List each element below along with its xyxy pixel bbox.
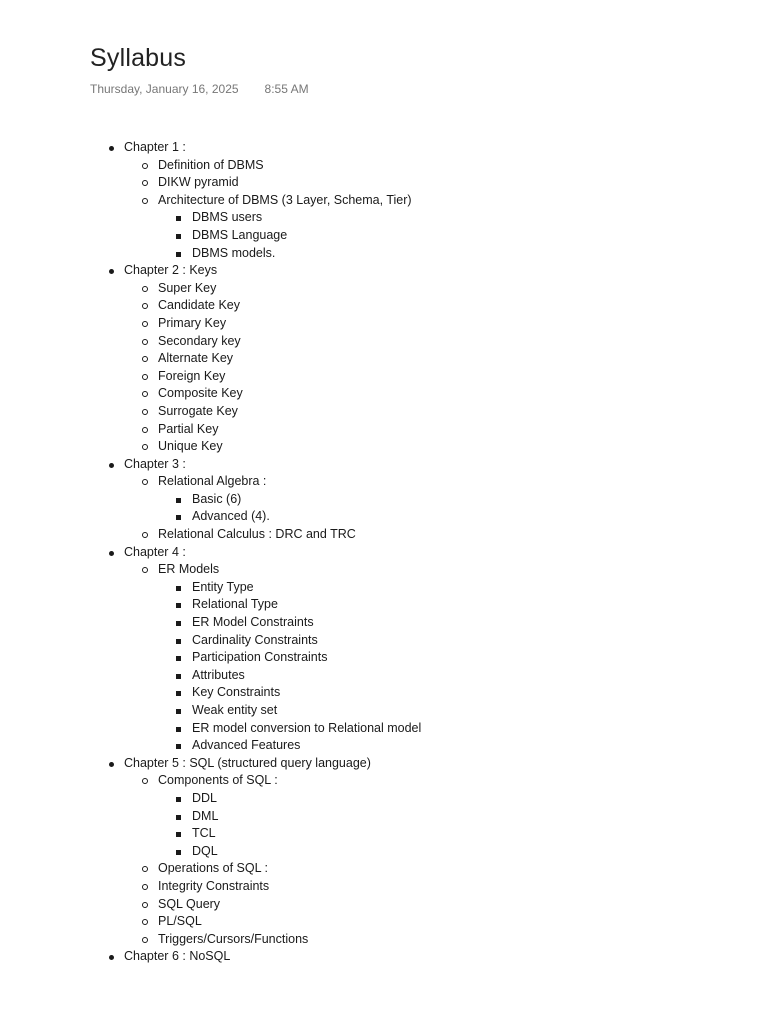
topic-list <box>158 561 421 755</box>
subtopic-label: Attributes <box>192 667 245 682</box>
topic-label: Alternate Key <box>158 351 234 366</box>
topic-item[interactable] <box>158 896 421 914</box>
subtopic-label: Advanced Features <box>192 738 301 753</box>
topic-label: Operations of SQL : <box>158 861 269 876</box>
topic-label: DIKW pyramid <box>158 175 239 190</box>
topic-label: Candidate Key <box>158 298 241 313</box>
chapter-label: Chapter 3 : <box>124 456 186 471</box>
chapter-item[interactable] <box>0 139 421 262</box>
subtopic-label: DQL <box>192 843 218 858</box>
subtopic-item[interactable] <box>192 790 421 808</box>
topic-label: Definition of DBMS <box>158 157 264 172</box>
topic-label: Partial Key <box>158 421 219 436</box>
topic-item[interactable] <box>158 315 421 333</box>
topic-item[interactable] <box>158 473 421 526</box>
topic-label: SQL Query <box>158 896 221 911</box>
subtopic-label: TCL <box>192 826 216 841</box>
chapter-item[interactable] <box>0 544 421 755</box>
subtopic-item[interactable] <box>192 579 421 597</box>
subtopic-item[interactable] <box>192 491 421 509</box>
topic-item[interactable] <box>158 561 421 755</box>
subtopic-item[interactable] <box>192 825 421 843</box>
subtopic-label: Key Constraints <box>192 685 281 700</box>
topic-label: Foreign Key <box>158 368 226 383</box>
chapter-label: Chapter 4 : <box>124 544 186 559</box>
topic-label: Secondary key <box>158 333 241 348</box>
topic-item[interactable] <box>158 421 421 439</box>
subtopic-label: DBMS models. <box>192 245 276 260</box>
subtopic-label: Basic (6) <box>192 491 242 506</box>
syllabus-outline <box>0 139 421 966</box>
subtopic-item[interactable] <box>192 737 421 755</box>
subtopic-label: Participation Constraints <box>192 650 328 665</box>
topic-item[interactable] <box>158 297 421 315</box>
chapter-label: Chapter 1 : <box>124 140 186 154</box>
topic-label: Relational Algebra : <box>158 474 267 489</box>
topic-label: ER Models <box>158 562 220 577</box>
chapter-label: Chapter 2 : Keys <box>124 263 218 278</box>
subtopic-label: DDL <box>192 790 218 805</box>
subtopic-item[interactable] <box>192 614 421 632</box>
topic-label: Relational Calculus : DRC and TRC <box>158 527 356 542</box>
chapter-label: Chapter 5 : SQL (structured query language) <box>124 755 371 770</box>
subtopic-label: DML <box>192 808 219 823</box>
topic-item[interactable] <box>158 280 421 298</box>
topic-item[interactable] <box>158 913 421 931</box>
note-timestamp <box>90 82 309 96</box>
subtopic-item[interactable] <box>192 667 421 685</box>
page-title: Syllabus <box>90 44 187 72</box>
subtopic-label: DBMS users <box>192 210 263 225</box>
subtopic-label: Entity Type <box>192 579 254 594</box>
subtopic-item[interactable] <box>192 209 421 227</box>
topic-label: Architecture of DBMS (3 Layer, Schema, Tier) <box>158 192 412 207</box>
chapter-label: Chapter 6 : NoSQL <box>124 949 231 964</box>
subtopic-item[interactable] <box>192 720 421 738</box>
subtopic-list <box>192 209 421 262</box>
subtopic-list <box>192 579 421 755</box>
subtopic-list <box>192 790 421 860</box>
subtopic-label: ER Model Constraints <box>192 615 314 630</box>
chapter-item[interactable] <box>0 456 421 544</box>
topic-item[interactable] <box>158 860 421 878</box>
subtopic-label: DBMS Language <box>192 227 288 242</box>
subtopic-item[interactable] <box>192 245 421 263</box>
topic-label: Super Key <box>158 280 217 295</box>
topic-item[interactable] <box>158 333 421 351</box>
subtopic-label: Relational Type <box>192 597 278 612</box>
chapter-item[interactable] <box>0 948 421 966</box>
topic-label: Primary Key <box>158 315 227 330</box>
subtopic-item[interactable] <box>192 702 421 720</box>
topic-item[interactable] <box>158 438 421 456</box>
chapter-item[interactable] <box>0 262 421 456</box>
topic-item[interactable] <box>158 878 421 896</box>
topic-item[interactable] <box>158 157 421 175</box>
topic-label: Integrity Constraints <box>158 878 270 893</box>
topic-label: Surrogate Key <box>158 403 238 418</box>
topic-label: Components of SQL : <box>158 773 278 788</box>
topic-item[interactable] <box>158 526 421 544</box>
topic-list <box>158 157 421 263</box>
subtopic-label: ER model conversion to Relational model <box>192 720 422 735</box>
subtopic-item[interactable] <box>192 632 421 650</box>
topic-label: Unique Key <box>158 439 223 454</box>
topic-item[interactable] <box>158 192 421 262</box>
subtopic-item[interactable] <box>192 596 421 614</box>
topic-list <box>158 772 421 948</box>
topic-item[interactable] <box>158 931 421 949</box>
topic-label: PL/SQL <box>158 914 202 929</box>
subtopic-label: Cardinality Constraints <box>192 632 318 647</box>
subtopic-item[interactable] <box>192 843 421 861</box>
note-date: Thursday, January 16, 2025 <box>90 82 239 96</box>
subtopic-item[interactable] <box>192 684 421 702</box>
topic-item[interactable] <box>158 174 421 192</box>
subtopic-label: Weak entity set <box>192 703 278 717</box>
topic-item[interactable] <box>158 403 421 421</box>
topic-item[interactable] <box>158 385 421 403</box>
topic-item[interactable] <box>158 368 421 386</box>
topic-list <box>158 280 421 456</box>
topic-label: Composite Key <box>158 386 243 401</box>
topic-item[interactable] <box>158 772 421 860</box>
note-time: 8:55 AM <box>264 82 309 96</box>
subtopic-item[interactable] <box>192 508 421 526</box>
subtopic-list <box>192 491 421 526</box>
topic-label: Triggers/Cursors/Functions <box>158 931 309 946</box>
topic-list <box>158 473 421 543</box>
topic-item[interactable] <box>158 350 421 368</box>
subtopic-item[interactable] <box>192 808 421 826</box>
subtopic-item[interactable] <box>192 227 421 245</box>
subtopic-item[interactable] <box>192 649 421 667</box>
chapter-item[interactable] <box>0 755 421 949</box>
subtopic-label: Advanced (4). <box>192 509 270 524</box>
